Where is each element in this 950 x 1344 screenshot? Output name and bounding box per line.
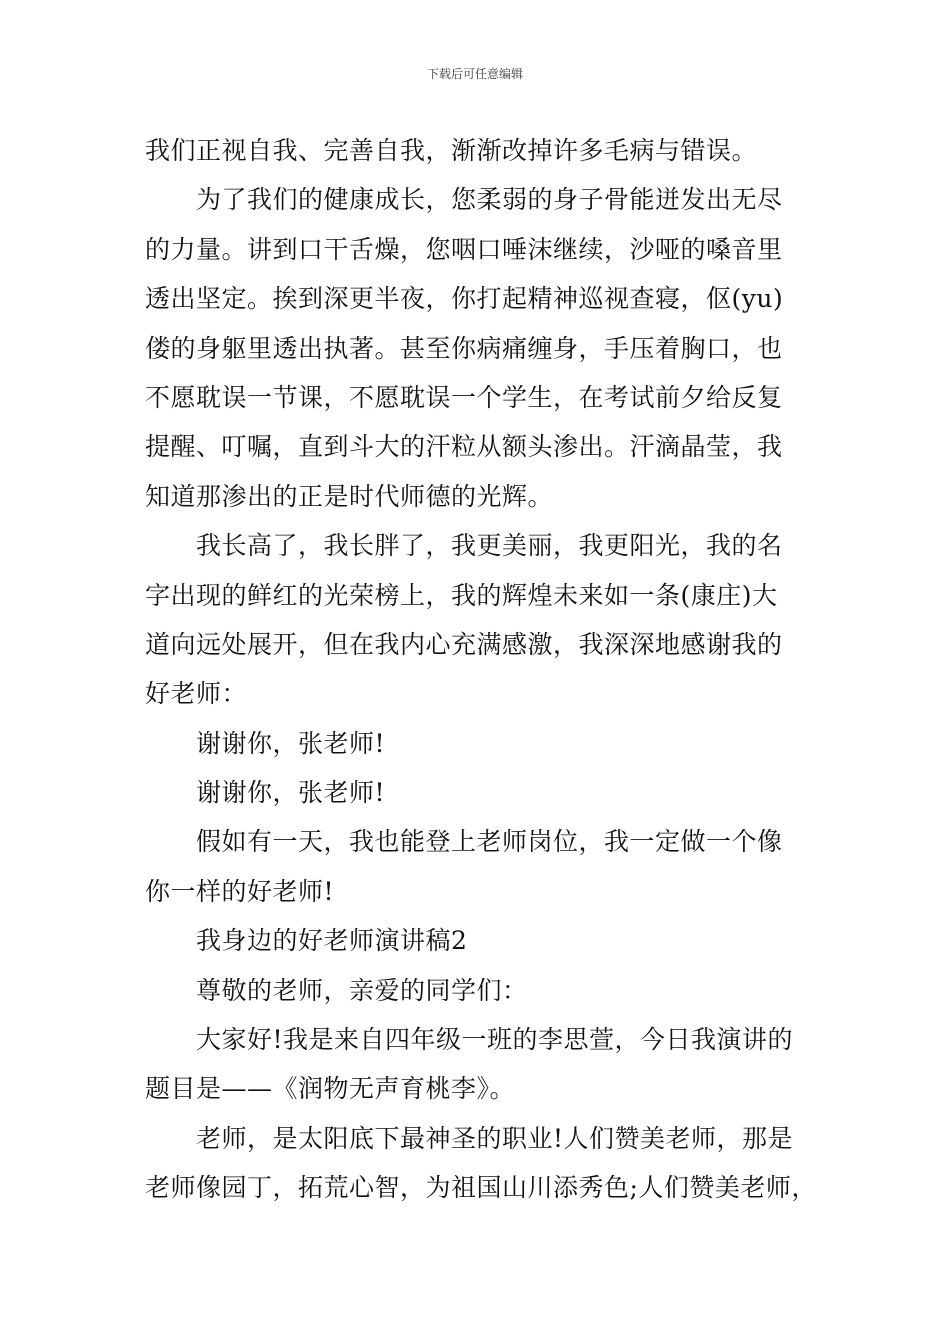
text-line: 我长高了，我长胖了，我更美丽，我更阳光，我的名 xyxy=(196,531,783,561)
text-line: 尊敬的老师，亲爱的同学们： xyxy=(196,975,528,1005)
text-line: 知道那渗出的正是时代师德的光辉。 xyxy=(145,481,554,511)
text-line: 你一样的好老师! xyxy=(145,876,335,906)
text-line: 的力量。讲到口干舌燥，您咽口唾沫继续，沙哑的嗓音里 xyxy=(145,234,783,264)
text-line: 我们正视自我、完善自我，渐渐改掉许多毛病与错误。 xyxy=(145,136,758,165)
page-header: 下载后可任意编辑 xyxy=(426,67,523,81)
text-line: 大家好!我是来自四年级一班的李思萱，今日我演讲的 xyxy=(196,1025,794,1055)
text-line: 道向远处展开，但在我内心充满感激，我深深地感谢我的 xyxy=(145,629,783,659)
section-heading: 我身边的好老师演讲稿2 xyxy=(196,926,468,956)
document-body xyxy=(145,126,815,1213)
text-line: 为了我们的健康成长，您柔弱的身子骨能迸发出无尽 xyxy=(196,185,783,215)
text-line: 假如有一天，我也能登上老师岗位，我一定做一个像 xyxy=(196,827,783,857)
text-line: 谢谢你，张老师! xyxy=(196,778,386,808)
text-line: 老师像园丁，拓荒心智，为祖国山川添秀色;人们赞美老师， xyxy=(145,1173,817,1203)
text-line: 字出现的鲜红的光荣榜上，我的辉煌未来如一条(康庄)大 xyxy=(145,580,778,610)
text-line: 好老师： xyxy=(145,679,248,709)
text-line: 谢谢你，张老师! xyxy=(196,728,386,758)
text-line: 不愿耽误一节课，不愿耽误一个学生，在考试前夕给反复 xyxy=(145,382,783,412)
text-line: 偻的身躯里透出执著。甚至你病痛缠身，手压着胸口，也 xyxy=(145,333,783,363)
text-line: 老师，是太阳底下最神圣的职业!人们赞美老师，那是 xyxy=(196,1123,794,1153)
text-line: 题目是——《润物无声育桃李》。 xyxy=(145,1074,516,1104)
text-line: 透出坚定。挨到深更半夜，你打起精神巡视查寝，伛(yu) xyxy=(145,284,784,314)
text-line: 提醒、叮嘱，直到斗大的汗粒从额头渗出。汗滴晶莹，我 xyxy=(145,432,783,462)
